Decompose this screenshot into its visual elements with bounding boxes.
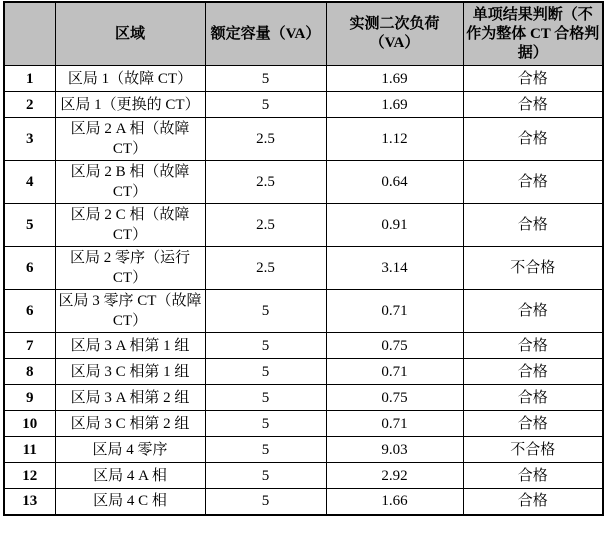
row-number-cell: 6 bbox=[4, 247, 55, 290]
table-row bbox=[4, 290, 603, 333]
measured-load-cell: 2.92 bbox=[326, 463, 463, 489]
measured-load-cell: 1.66 bbox=[326, 489, 463, 515]
row-number-cell: 12 bbox=[4, 463, 55, 489]
rated-capacity-cell: 5 bbox=[205, 411, 326, 437]
measured-load-cell: 0.91 bbox=[326, 204, 463, 247]
table-header bbox=[4, 2, 603, 66]
rated-capacity-cell: 5 bbox=[205, 92, 326, 118]
table-row bbox=[4, 333, 603, 359]
result-cell: 合格 bbox=[463, 290, 603, 333]
row-number-cell: 3 bbox=[4, 118, 55, 161]
result-cell: 合格 bbox=[463, 411, 603, 437]
rated-capacity-cell: 5 bbox=[205, 463, 326, 489]
region-cell: 区局 4 A 相 bbox=[55, 463, 205, 489]
header-cell-measured: 实测二次负荷（VA） bbox=[326, 2, 463, 66]
region-cell: 区局 4 C 相 bbox=[55, 489, 205, 515]
table-row bbox=[4, 204, 603, 247]
header-cell-index bbox=[4, 2, 55, 66]
result-cell: 不合格 bbox=[463, 247, 603, 290]
row-number-cell: 8 bbox=[4, 359, 55, 385]
table-row bbox=[4, 92, 603, 118]
table-row bbox=[4, 66, 603, 92]
header-cell-rated: 额定容量（VA） bbox=[205, 2, 326, 66]
measured-load-cell: 0.75 bbox=[326, 385, 463, 411]
result-cell: 合格 bbox=[463, 66, 603, 92]
row-number-cell: 2 bbox=[4, 92, 55, 118]
rated-capacity-cell: 5 bbox=[205, 66, 326, 92]
region-cell: 区局 1（更换的 CT） bbox=[55, 92, 205, 118]
result-cell: 合格 bbox=[463, 118, 603, 161]
region-cell: 区局 2 C 相（故障 CT） bbox=[55, 204, 205, 247]
rated-capacity-cell: 2.5 bbox=[205, 118, 326, 161]
result-cell: 合格 bbox=[463, 161, 603, 204]
header-cell-result: 单项结果判断（不作为整体 CT 合格判据） bbox=[463, 2, 603, 66]
region-cell: 区局 2 B 相（故障 CT） bbox=[55, 161, 205, 204]
measured-load-cell: 1.69 bbox=[326, 66, 463, 92]
result-cell: 合格 bbox=[463, 385, 603, 411]
rated-capacity-cell: 5 bbox=[205, 385, 326, 411]
rated-capacity-cell: 5 bbox=[205, 437, 326, 463]
table-row bbox=[4, 411, 603, 437]
region-cell: 区局 1（故障 CT） bbox=[55, 66, 205, 92]
row-number-cell: 7 bbox=[4, 333, 55, 359]
rated-capacity-cell: 5 bbox=[205, 359, 326, 385]
measured-load-cell: 1.12 bbox=[326, 118, 463, 161]
row-number-cell: 13 bbox=[4, 489, 55, 515]
measured-load-cell: 0.64 bbox=[326, 161, 463, 204]
rated-capacity-cell: 2.5 bbox=[205, 161, 326, 204]
measured-load-cell: 0.71 bbox=[326, 290, 463, 333]
row-number-cell: 4 bbox=[4, 161, 55, 204]
table-row bbox=[4, 385, 603, 411]
row-number-cell: 9 bbox=[4, 385, 55, 411]
header-cell-region: 区域 bbox=[55, 2, 205, 66]
table-body bbox=[4, 66, 603, 515]
region-cell: 区局 2 零序（运行 CT） bbox=[55, 247, 205, 290]
rated-capacity-cell: 5 bbox=[205, 290, 326, 333]
result-cell: 合格 bbox=[463, 489, 603, 515]
region-cell: 区局 3 C 相第 2 组 bbox=[55, 411, 205, 437]
region-cell: 区局 3 A 相第 2 组 bbox=[55, 385, 205, 411]
result-cell: 合格 bbox=[463, 92, 603, 118]
row-number-cell: 10 bbox=[4, 411, 55, 437]
measured-load-cell: 9.03 bbox=[326, 437, 463, 463]
ct-load-test-table bbox=[3, 1, 604, 516]
row-number-cell: 5 bbox=[4, 204, 55, 247]
row-number-cell: 11 bbox=[4, 437, 55, 463]
rated-capacity-cell: 2.5 bbox=[205, 204, 326, 247]
result-cell: 不合格 bbox=[463, 437, 603, 463]
measured-load-cell: 1.69 bbox=[326, 92, 463, 118]
table-row bbox=[4, 118, 603, 161]
rated-capacity-cell: 2.5 bbox=[205, 247, 326, 290]
result-cell: 合格 bbox=[463, 204, 603, 247]
region-cell: 区局 3 零序 CT（故障 CT） bbox=[55, 290, 205, 333]
table-row bbox=[4, 247, 603, 290]
result-cell: 合格 bbox=[463, 463, 603, 489]
rated-capacity-cell: 5 bbox=[205, 489, 326, 515]
table-row bbox=[4, 463, 603, 489]
result-cell: 合格 bbox=[463, 359, 603, 385]
table-row bbox=[4, 437, 603, 463]
result-cell: 合格 bbox=[463, 333, 603, 359]
region-cell: 区局 3 C 相第 1 组 bbox=[55, 359, 205, 385]
header-row bbox=[4, 2, 603, 66]
measured-load-cell: 3.14 bbox=[326, 247, 463, 290]
table-row bbox=[4, 489, 603, 515]
row-number-cell: 6 bbox=[4, 290, 55, 333]
measured-load-cell: 0.71 bbox=[326, 359, 463, 385]
region-cell: 区局 2 A 相（故障 CT） bbox=[55, 118, 205, 161]
region-cell: 区局 4 零序 bbox=[55, 437, 205, 463]
measured-load-cell: 0.75 bbox=[326, 333, 463, 359]
table-row bbox=[4, 359, 603, 385]
region-cell: 区局 3 A 相第 1 组 bbox=[55, 333, 205, 359]
measured-load-cell: 0.71 bbox=[326, 411, 463, 437]
row-number-cell: 1 bbox=[4, 66, 55, 92]
table-row bbox=[4, 161, 603, 204]
rated-capacity-cell: 5 bbox=[205, 333, 326, 359]
